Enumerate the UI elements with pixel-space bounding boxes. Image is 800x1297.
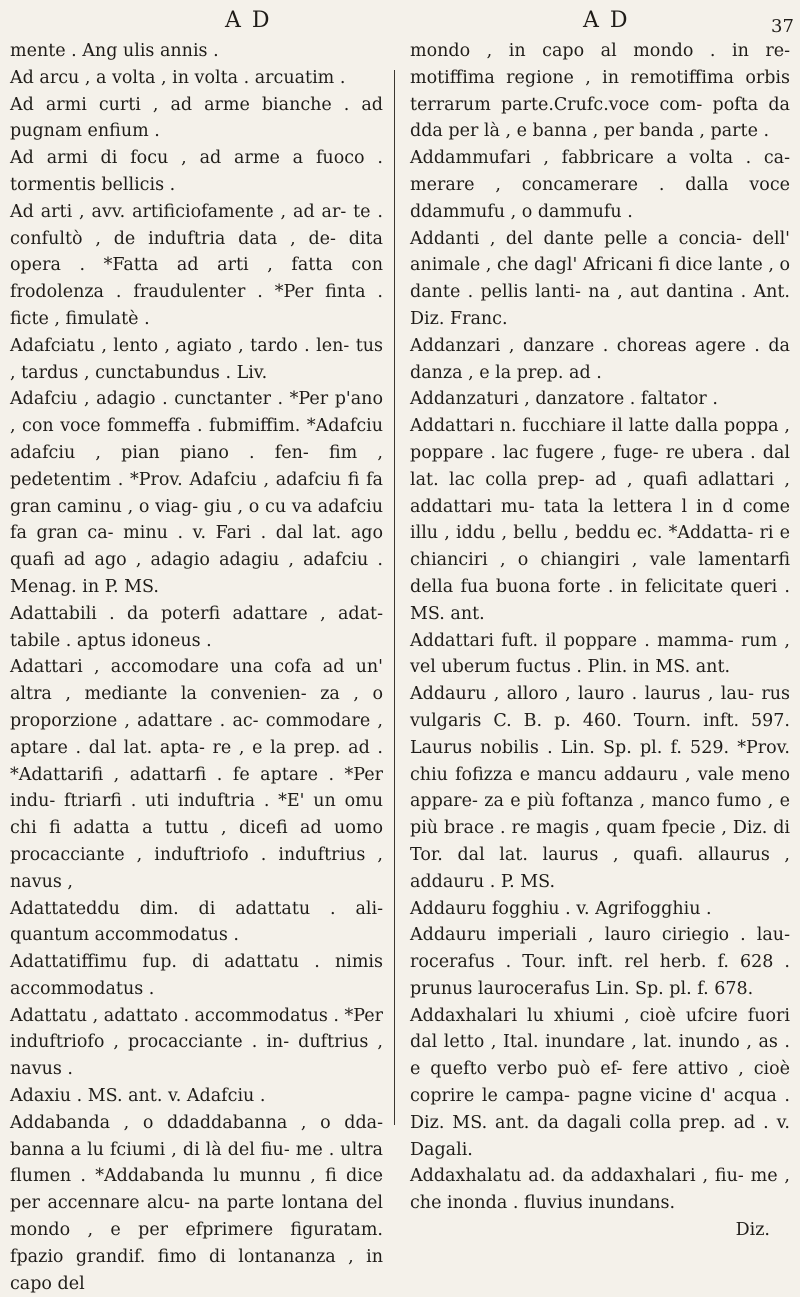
entry: Adattabili . da poterfi adattare , adat- tabile . aptus idoneus . xyxy=(10,603,383,651)
entry: Adattatu , adattato . accommodatus . *Per induftriofo , procacciante . in- duftrius , navus . xyxy=(10,1005,383,1080)
entry: Ad armi di focu , ad arme a fuoco . tormentis bellicis . xyxy=(10,148,383,195)
entry: Addauru , alloro , lauro . laurus , lau- rus vulgaris C. B. p. 460. Tourn. inft. 597. Laurus nobilis . Lin. Sp. pl. f. 529. *Prov. chiu fofizza e mancu addauru , vale meno appare- za e più foftanza , manco fumo , e più brace . re magis , quam fpecie , Diz. di Tor. dal lat. laurus , quafi. allaurus , addauru . P. MS. xyxy=(410,684,790,892)
left-running-head: A D xyxy=(225,8,272,33)
page-number: 37 xyxy=(771,16,794,37)
entry: Adattatiffimu fup. di adattatu . nimis accommodatus . xyxy=(10,952,383,999)
entry: Addauru fogghiu . v. Agrifogghiu . xyxy=(410,898,712,919)
entry: Adafciu , adagio . cunctanter . *Per p'ano , con voce fommeffa . fubmiffim. *Adafciu adafciu , pian piano . fen- fim , pedetentim . *Prov. Adafciu , adafciu fi fa gran caminu , o viag- giu , o cu va adafciu fa gran ca- minu . v. Fari . dal lat. ago quafi ad ago , adagio adagiu , adafciu . Menag. in P. MS. xyxy=(10,389,383,597)
entry: Ad arti , avv. artificiofamente , ad ar- te . confultò , de induftria data , de- dita opera . *Fatta ad arti , fatta con frodolenza . fraudulenter . *Per finta . ficte , fimulatè . xyxy=(10,201,383,329)
entry: Addanzaturi , danzatore . faltator . xyxy=(410,389,718,410)
entry: Addabanda , o ddaddabanna , o dda- banna a lu fciumi , di là del fiu- me . ultra flumen . *Addabanda lu munnu , fi dice per accennare alcu- na parte lontana del mondo , e per efprimere figuratam. fpazio grandif. fimo di lontananza , in capo del xyxy=(10,1112,383,1294)
entry: Adattari , accomodare una cofa ad un' altra , mediante la convenien- za , o proporzione , adattare . ac- commodare , aptare . dal lat. apta- re , e la prep. ad . *Adattarifi , adattarfi . fe aptare . *Per indu- ftriarfi . uti induftria . *E' un omu chi fi adatta a tuttu , dicefi ad uomo procacciante , induftriofo . induftrius , navus , xyxy=(10,657,383,892)
entry: Addanzari , danzare . choreas agere . da danza , e la prep. ad . xyxy=(410,335,790,383)
left-column xyxy=(10,38,383,1297)
column-divider xyxy=(394,70,395,1125)
entry: Addammufari , fabbricare a volta . ca- merare , concamerare . dalla voce ddammufu , o dammufu . xyxy=(410,148,790,222)
catchword: Diz. xyxy=(735,1220,770,1241)
entry: Addaxhalatu ad. da addaxhalari , fiu- me , che inonda . fluvius inundans. xyxy=(410,1166,790,1214)
entry: Ad armi curti , ad arme bianche . ad pugnam enfium . xyxy=(10,94,383,142)
entry: Addattari n. fucchiare il latte dalla poppa , poppare . lac fugere , fuge- re ubera . dal lat. lac colla prep- ad , quafi adlattari , addattari mu- tata la lettera l in d come illu , iddu , bellu , beddu ec. *Addatta- ri e chianciri , o chiangiri , vale lamentarfi della fua buona forte . in felicitate queri . MS. ant. xyxy=(410,416,790,624)
entry: Addattari fuft. il poppare . mamma- rum , vel uberum fuctus . Plin. in MS. ant. xyxy=(410,630,790,678)
entry: mondo , in capo al mondo . in re- motiffima regione , in remotiffima orbis terrarum parte.Crufc.voce com- pofta da dda per là , e banna , per banda , parte . xyxy=(410,41,790,142)
right-column xyxy=(410,38,790,1244)
entry: Ad arcu , a volta , in volta . arcuatim . xyxy=(10,67,346,88)
right-running-head: A D xyxy=(583,8,630,33)
entry: Addanti , del dante pelle a concia- dell' animale , che dagl' Africani fi dice lante , o dante . pellis lanti- na , aut dantina . Ant. Diz. Franc. xyxy=(410,228,790,329)
entry: Adafciatu , lento , agiato , tardo . len- tus , tardus , cunctabundus . Liv. xyxy=(10,335,383,383)
entry: Adaxiu . MS. ant. v. Adafciu . xyxy=(10,1086,266,1107)
entry: Addauru imperiali , lauro ciriegio . lau- rocerafus . Tour. inft. rel herb. f. 628 . prunus laurocerafus Lin. Sp. pl. f. 678. xyxy=(410,925,790,999)
entry: Adattateddu dim. di adattatu . ali- quantum accommodatus . xyxy=(10,898,383,946)
entry: mente . Ang ulis annis . xyxy=(10,41,219,61)
page-header xyxy=(0,8,800,38)
entry: Addaxhalari lu xhiumi , cioè ufcire fuori dal letto , Ital. inundare , lat. inundo , as . e quefto verbo può ef- fere attivo , cioè coprire le campa- pagne vicine d' acqua . Diz. MS. ant. da dagali colla prep. ad . v. Dagali. xyxy=(410,1005,790,1160)
